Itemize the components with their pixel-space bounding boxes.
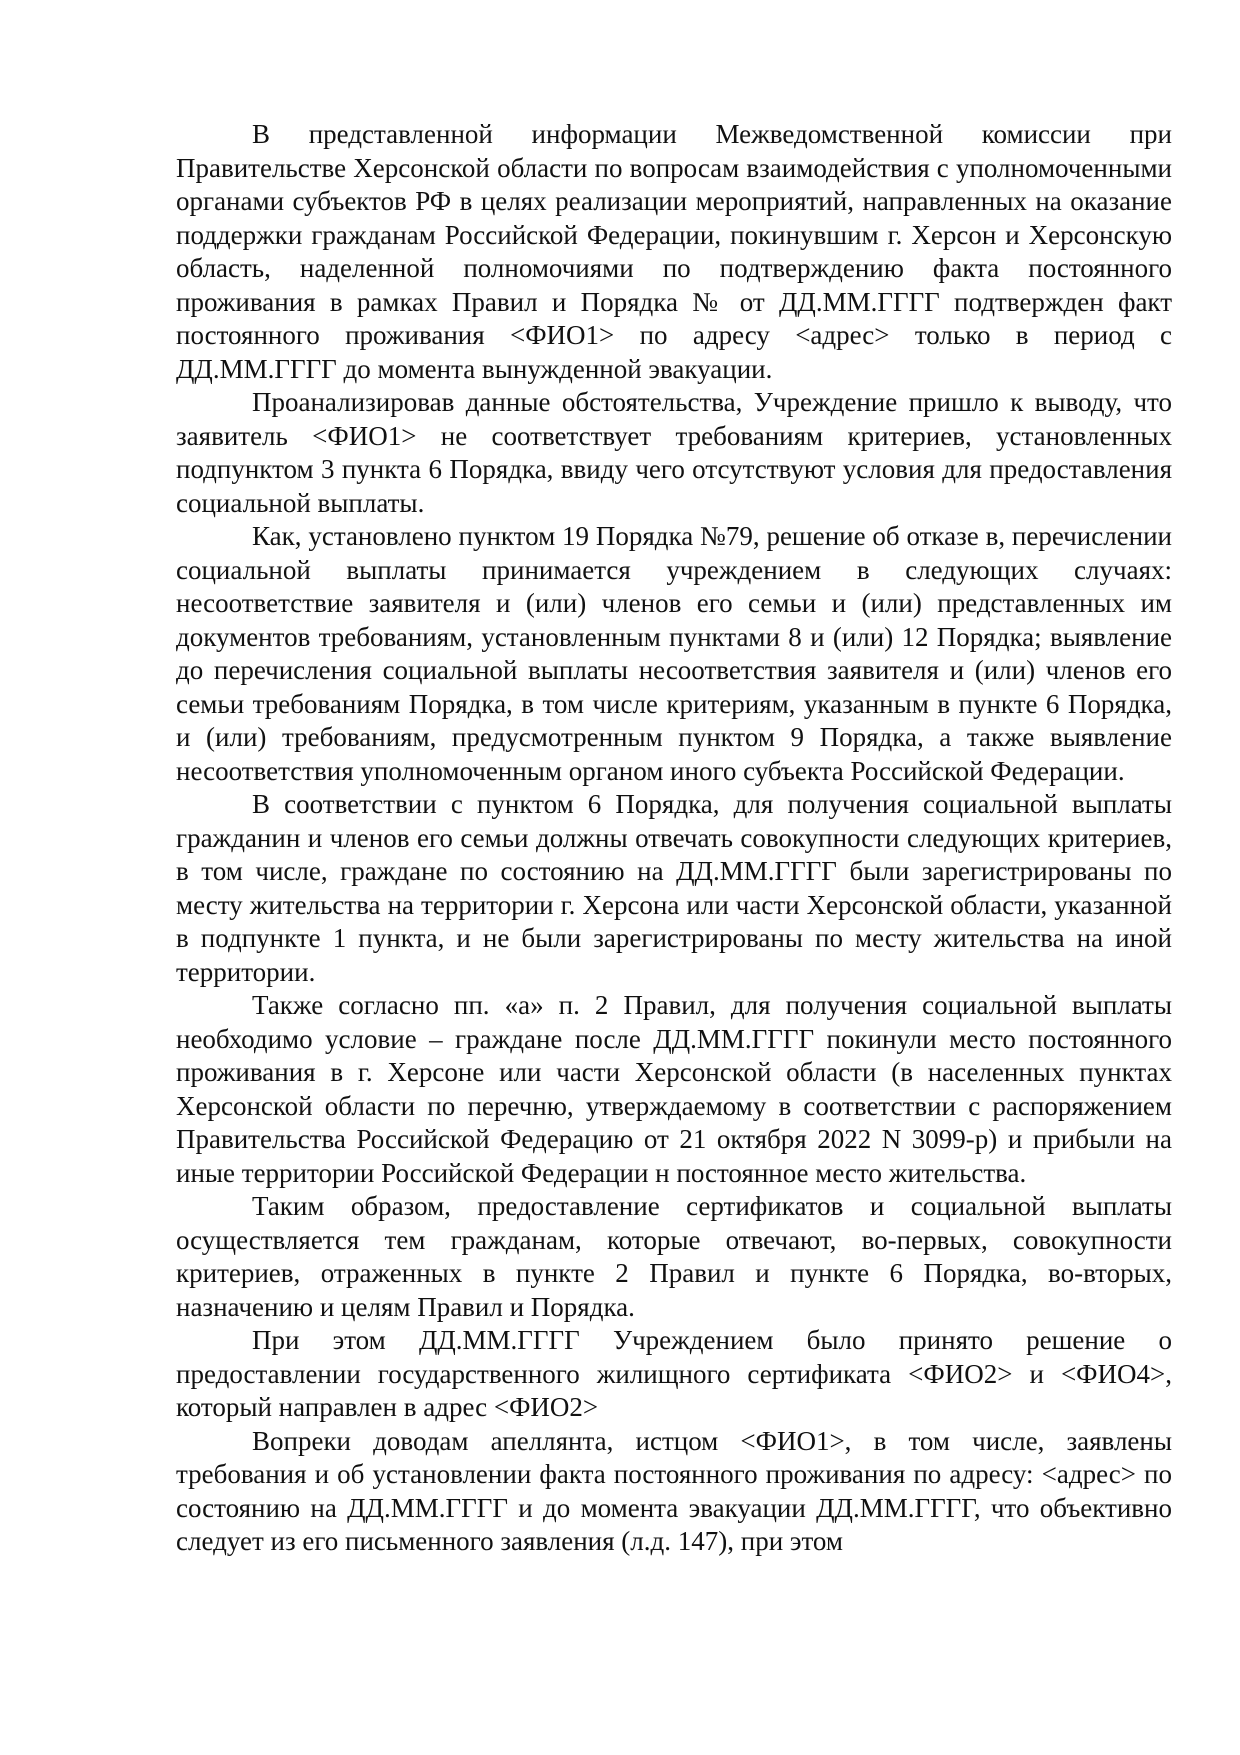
document-page xyxy=(176,118,1172,1559)
paragraph-appellant-arguments: Вопреки доводам апеллянта, истцом <ФИО1>, в том числе, заявлены требования и об установлении факта постоянного проживания по адресу: <адрес> по состоянию на ДД.ММ.ГГГГ и до момента эвакуации ДД.ММ.ГГГГ, что объективно следует из его письменного заявления (л.д. 147), при этом xyxy=(176,1425,1172,1556)
paragraph-refusal-grounds: Как, установлено пунктом 19 Порядка №79, решение об отказе в, перечислении социальной выплаты принимается учреждением в следующих случаях: несоответствие заявителя и (или) членов его семьи и (или) представленных им документов требованиям, установленным пунктами 8 и (или) 12 Порядка; выявление до перечисления социальной выплаты несоответствия заявителя и (или) членов его семьи требованиям Порядка, в том числе критериям, указанным в пункте 6 Порядка, и (или) требованиям, предусмотренным пунктом 9 Порядка, а также выявление несоответствия уполномоченным органом иного субъекта Российской Федерации. xyxy=(176,521,1172,786)
paragraph-certificate-provision: Таким образом, предоставление сертификатов и социальной выплаты осуществляется тем гражданам, которые отвечают, во-первых, совокупности критериев, отраженных в пункте 2 Правил и пункте 6 Порядка, во-вторых, назначению и целям Правил и Порядка. xyxy=(176,1191,1172,1322)
paragraph-eligibility-criteria: В соответствии с пунктом 6 Порядка, для получения социальной выплаты гражданин и членов его семьи должны отвечать совокупности следующих критериев, в том числе, граждане по состоянию на ДД.ММ.ГГГГ были зарегистрированы по месту жительства на территории г. Херсона или части Херсонской области, указанной в подпункте 1 пункта, и не были зарегистрированы по месту жительства на иной территории. xyxy=(176,789,1172,987)
paragraph-commission-information: В представленной информации Межведомственной комиссии при Правительстве Херсонской области по вопросам взаимодействия с уполномоченными органами субъектов РФ в целях реализации мероприятий, направленных на оказание поддержки гражданам Российской Федерации, покинувшим г. Херсон и Херсонскую область, наделенной полномочиями по подтверждению факта постоянного проживания в рамках Правил и Порядка № от ДД.ММ.ГГГГ подтвержден факт постоянного проживания <ФИО1> по адресу <адрес> только в период с ДД.ММ.ГГГГ до момента вынужденной эвакуации. xyxy=(176,119,1172,384)
paragraph-institution-conclusion: Проанализировав данные обстоятельства, Учреждение пришло к выводу, что заявитель <ФИО1> не соответствует требованиям критериев, установленных подпунктом 3 пункта 6 Порядка, ввиду чего отсутствуют условия для предоставления социальной выплаты. xyxy=(176,387,1172,518)
paragraph-certificate-decision: При этом ДД.ММ.ГГГГ Учреждением было принято решение о предоставлении государственного жилищного сертификата <ФИО2> и <ФИО4>, который направлен в адрес <ФИО2> xyxy=(176,1325,1172,1422)
paragraph-rules-condition: Также согласно пп. «а» п. 2 Правил, для получения социальной выплаты необходимо условие – граждане после ДД.ММ.ГГГГ покинули место постоянного проживания в г. Херсоне или части Херсонской области (в населенных пунктах Херсонской области по перечню, утверждаемому в соответствии с распоряжением Правительства Российской Федерацию от 21 октября 2022 N 3099-р) и прибыли на иные территории Российской Федерации н постоянное место жительства. xyxy=(176,990,1172,1188)
